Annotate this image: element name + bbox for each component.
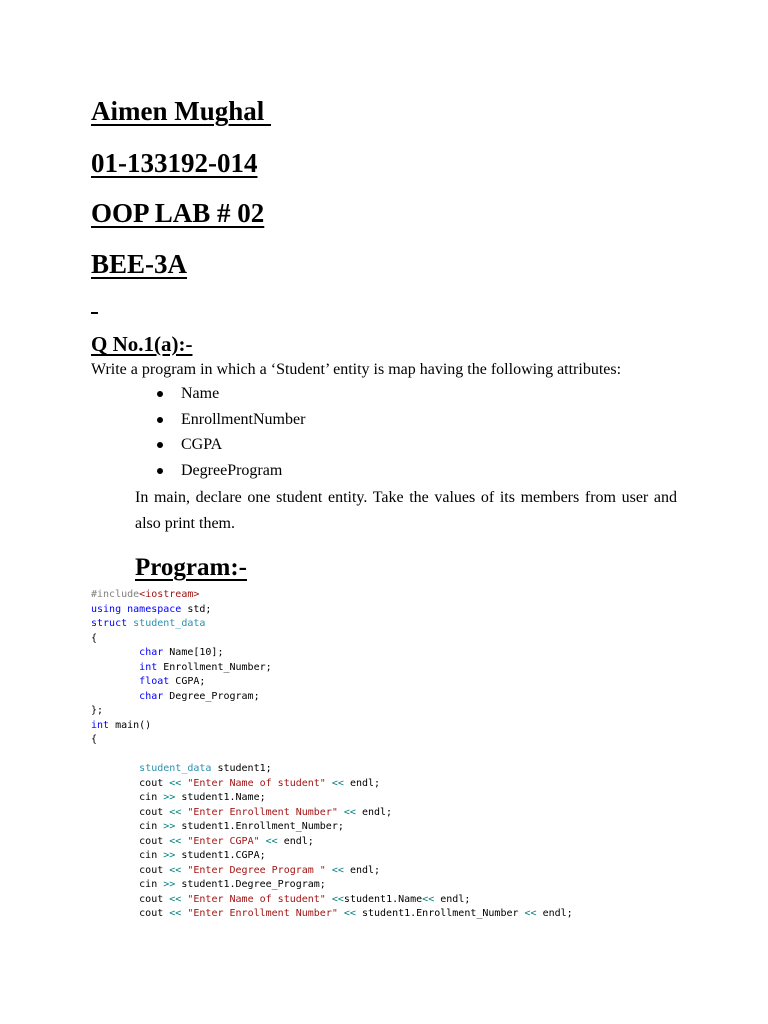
code-line: cin >> student1.Degree_Program;: [91, 879, 326, 890]
bullet-icon: [157, 417, 163, 423]
code-line: student_data student1;: [139, 763, 272, 774]
code-line: [91, 748, 573, 763]
bullet-icon: [157, 391, 163, 397]
code-line: cout << "Enter Enrollment Number" << endl;: [91, 806, 393, 818]
code-line: #include<iostream>: [91, 589, 200, 600]
student-name-heading: Aimen Mughal: [91, 96, 272, 126]
code-line: cin >> student1.Enrollment_Number;: [91, 821, 344, 832]
code-line: using namespace std;: [91, 603, 212, 615]
attribute-list: [150, 384, 305, 486]
lab-title-heading: OOP LAB # 02: [91, 198, 265, 228]
student-id-heading: 01-133192-014: [91, 148, 258, 178]
attribute-label: Name: [181, 385, 220, 402]
underline-mark: [91, 312, 98, 314]
list-item: [150, 461, 305, 487]
class-heading: BEE-3A: [91, 249, 188, 279]
bullet-icon: [157, 468, 163, 474]
code-block: [91, 588, 573, 922]
code-line: struct student_data: [91, 618, 206, 629]
attribute-label: DegreeProgram: [181, 461, 283, 479]
code-line: int Enrollment_Number;: [139, 661, 272, 673]
code-line: {: [91, 632, 98, 644]
list-item: [150, 384, 305, 410]
code-line: cin >> student1.Name;: [91, 792, 266, 803]
question-title: Q No.1(a):-: [91, 332, 193, 356]
question-text: Write a program in which a ‘Student’ entity is map having the following attributes:: [91, 361, 622, 378]
list-item: [150, 410, 305, 436]
code-line: char Name[10];: [139, 647, 224, 658]
attribute-label: CGPA: [181, 436, 223, 453]
code-line: cout << "Enter CGPA" << endl;: [91, 835, 314, 847]
code-line: char Degree_Program;: [139, 690, 260, 702]
code-line: cout << "Enter Name of student" <<student1.Name<< endl;: [91, 893, 471, 905]
list-item: [150, 435, 305, 461]
program-title: Program:-: [135, 554, 247, 581]
code-line: cout << "Enter Degree Program " << endl;: [91, 864, 381, 876]
bullet-icon: [157, 442, 163, 448]
code-line: int main(): [91, 719, 152, 731]
code-line: cin >> student1.CGPA;: [91, 850, 266, 861]
code-line: float CGPA;: [139, 676, 206, 687]
code-line: cout << "Enter Enrollment Number" << student1.Enrollment_Number << endl;: [91, 908, 573, 919]
attribute-label: EnrollmentNumber: [181, 410, 306, 428]
code-line: cout << "Enter Name of student" << endl;: [91, 777, 381, 789]
code-line: };: [91, 705, 104, 716]
code-line: {: [91, 734, 98, 745]
instruction-paragraph: In main, declare one student entity. Take the values of its members from user and also print them.: [135, 489, 677, 532]
